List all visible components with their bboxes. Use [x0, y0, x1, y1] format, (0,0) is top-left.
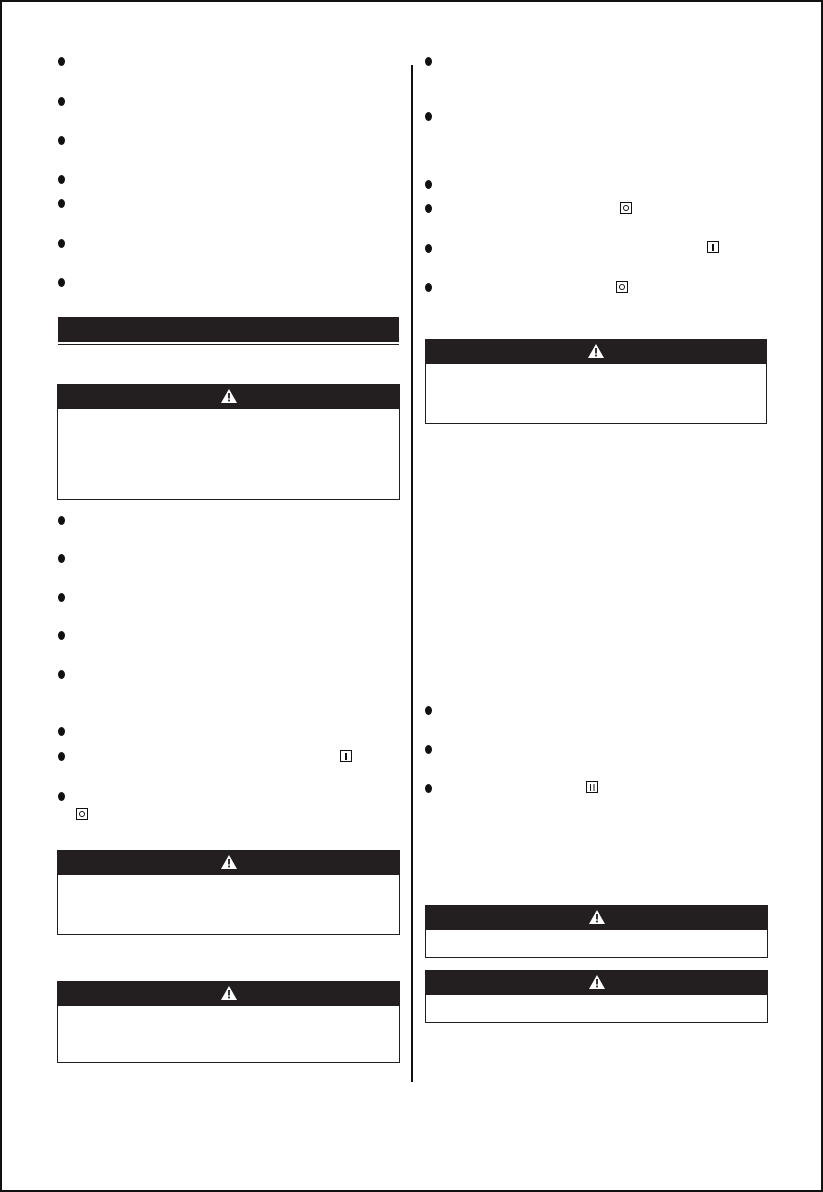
warning-header — [426, 906, 767, 930]
bullet-icon — [58, 752, 65, 761]
bullet-icon — [425, 112, 432, 121]
bullet-icon — [425, 180, 432, 189]
warning-triangle-icon — [587, 343, 605, 359]
power-off-symbol-icon — [616, 281, 628, 293]
bullet-icon — [58, 175, 65, 184]
warning-box — [425, 339, 767, 424]
double-bar-symbol-icon — [586, 781, 598, 793]
bullet-icon — [58, 199, 65, 208]
bullet-icon — [58, 593, 65, 602]
warning-triangle-icon — [588, 974, 606, 990]
bullet-icon — [425, 57, 432, 66]
bullet-icon — [58, 57, 65, 66]
bullet-icon — [425, 204, 432, 213]
warning-box — [425, 905, 768, 958]
page-border-left — [0, 0, 2, 1192]
bullet-icon — [425, 283, 432, 292]
bullet-icon — [58, 239, 65, 248]
power-on-symbol-icon — [340, 750, 352, 762]
warning-box — [57, 850, 400, 935]
warning-header — [426, 971, 767, 995]
warning-box — [425, 970, 768, 1023]
bullet-icon — [58, 554, 65, 563]
bullet-icon — [58, 97, 65, 106]
bullet-icon — [58, 792, 65, 801]
warning-triangle-icon — [220, 388, 238, 404]
bullet-icon — [58, 670, 65, 679]
power-off-symbol-icon — [76, 808, 88, 820]
warning-header — [58, 851, 399, 875]
bullet-icon — [425, 244, 432, 253]
warning-header — [58, 385, 399, 409]
bullet-icon — [58, 727, 65, 736]
warning-triangle-icon — [220, 854, 238, 870]
page-border-top — [0, 0, 823, 2]
power-on-symbol-icon — [707, 241, 719, 253]
warning-triangle-icon — [588, 909, 606, 925]
power-off-symbol-icon — [620, 202, 632, 214]
section-heading-bar — [58, 317, 399, 342]
bullet-icon — [425, 745, 432, 754]
bullet-icon — [425, 784, 432, 793]
warning-header — [58, 982, 399, 1006]
warning-box — [57, 981, 400, 1063]
bullet-icon — [58, 631, 65, 640]
warning-header — [426, 340, 766, 364]
warning-triangle-icon — [220, 985, 238, 1001]
bullet-icon — [58, 278, 65, 287]
bullet-icon — [58, 136, 65, 145]
bullet-icon — [425, 706, 432, 715]
bullet-icon — [58, 516, 65, 525]
warning-box — [57, 384, 400, 500]
column-divider — [411, 65, 413, 1082]
